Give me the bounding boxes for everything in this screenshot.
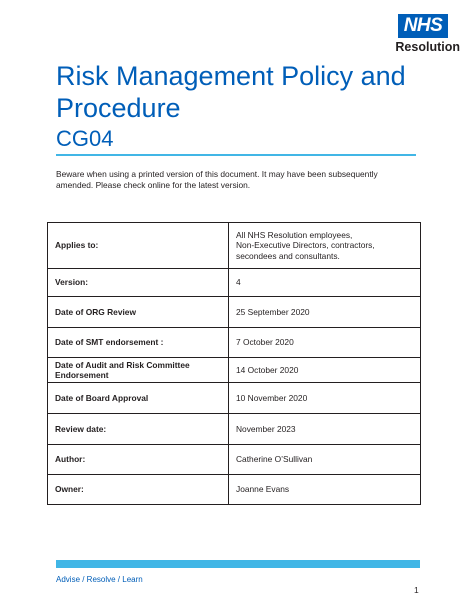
detail-label: Date of Audit and Risk Committee Endorsement [48, 358, 229, 383]
detail-label: Owner: [48, 475, 229, 505]
table-row [48, 223, 421, 269]
table-row [48, 358, 421, 383]
page-number: 1 [414, 585, 419, 595]
detail-label: Review date: [48, 414, 229, 445]
table-row [48, 328, 421, 358]
detail-value: 10 November 2020 [229, 383, 421, 414]
table-row [48, 269, 421, 297]
document-code: CG04 [56, 126, 114, 151]
detail-label: Applies to: [48, 223, 229, 269]
detail-label: Version: [48, 269, 229, 297]
detail-value: 7 October 2020 [229, 328, 421, 358]
detail-label: Date of ORG Review [48, 297, 229, 328]
nhs-logo-text: NHS [403, 15, 443, 36]
detail-label: Author: [48, 445, 229, 475]
detail-value: 14 October 2020 [229, 358, 421, 383]
detail-value: 25 September 2020 [229, 297, 421, 328]
footer-divider [56, 560, 420, 568]
document-title: Risk Management Policy and Procedure [56, 61, 406, 123]
table-row [48, 414, 421, 445]
nhs-logo-mark [398, 14, 448, 38]
title-divider [56, 154, 416, 156]
print-notice: Beware when using a printed version of this document. It may have been subsequently amended. Please check online for the latest version. [56, 169, 378, 190]
detail-label: Date of SMT endorsement : [48, 328, 229, 358]
table-row [48, 445, 421, 475]
organisation-name: Resolution [395, 40, 460, 54]
detail-value: Joanne Evans [229, 475, 421, 505]
document-details-table [47, 222, 421, 505]
table-row [48, 475, 421, 505]
table-row [48, 383, 421, 414]
footer-tagline: Advise / Resolve / Learn [56, 575, 143, 584]
detail-value: 4 [229, 269, 421, 297]
detail-value: November 2023 [229, 414, 421, 445]
table-row [48, 297, 421, 328]
detail-label: Date of Board Approval [48, 383, 229, 414]
detail-value: All NHS Resolution employees, Non-Executive Directors, contractors, secondees and consultants. [229, 223, 421, 269]
detail-value: Catherine O’Sullivan [229, 445, 421, 475]
